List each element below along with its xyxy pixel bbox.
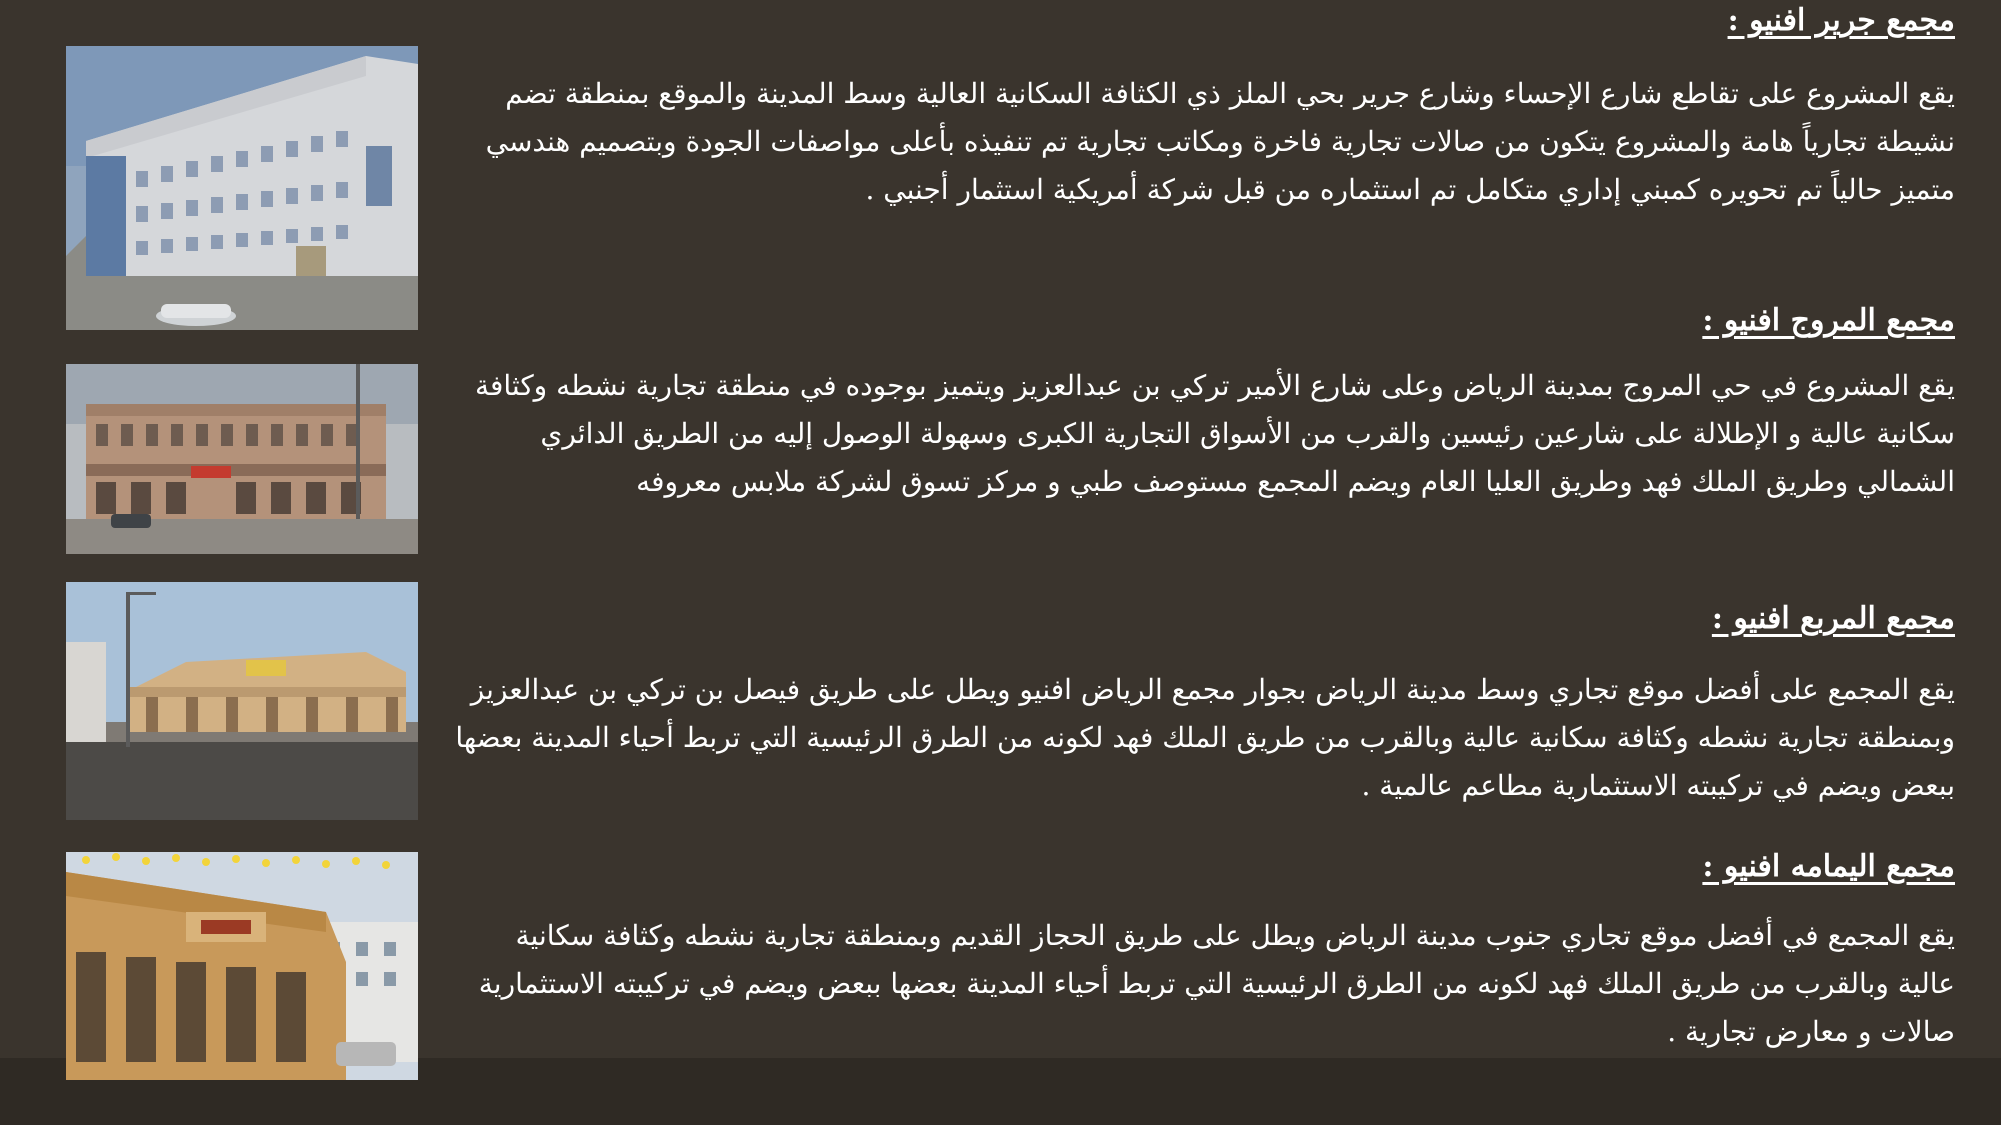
- section-yamamah-avenue: [455, 848, 1955, 1056]
- section-muruj-avenue: [455, 302, 1955, 506]
- section-heading: مجمع اليمامه افنيو :: [1702, 849, 1955, 884]
- section-heading: مجمع المروج افنيو :: [1702, 303, 1955, 338]
- section-text: يقع المجمع على أفضل موقع تجاري وسط مدينة الرياض بجوار مجمع الرياض افنيو ويطل على طريق فيصل بن تركي بن عبدالعزيز وبمنطقة تجارية نشطه وكثافة سكانية عالية وبالقرب من طريق الملك فهد لكونه من الطرق الرئيسية التي تربط أحياء المدينة بعضها ببعض ويضم في تركيبته الاستثمارية مطاعم عالمية .: [455, 673, 1955, 802]
- section-text: يقع المشروع في حي المروج بمدينة الرياض وعلى شارع الأمير تركي بن عبدالعزيز ويتميز بوجوده في منطقة تجارية نشطه وكثافة سكانية عالية و الإطلالة على شارعين رئيسين والقرب من الأسواق التجارية الكبرى وسهولة الوصول إليه من الطريق الدائري الشمالي وطريق الملك فهد وطريق العليا العام ويضم المجمع مستوصف طبي و مركز تسوق لشركة ملابس معروفه: [474, 369, 1955, 498]
- section-jarir-avenue: [455, 2, 1955, 214]
- section-text: يقع المجمع في أفضل موقع تجاري جنوب مدينة الرياض ويطل على طريق الحجاز القديم وبمنطقة تجارية نشطه وكثافة سكانية عالية وبالقرب من طريق الملك فهد لكونه من الطرق الرئيسية التي تربط أحياء المدينة بعضها ببعض ويضم في تركيبته الاستثمارية صالات و معارض تجارية .: [478, 919, 1955, 1048]
- section-murabba-avenue: [455, 600, 1955, 810]
- section-heading: مجمع المربع افنيو :: [1711, 601, 1955, 636]
- section-text: يقع المشروع على تقاطع شارع الإحساء وشارع جرير بحي الملز ذي الكثافة السكانية العالية وسط المدينة والموقع بمنطقة تضم نشيطة تجارياً هامة والمشروع يتكون من صالات تجارية فاخرة ومكاتب تجارية تم تنفيذه بأعلى مواصفات الجودة وبتصميم هندسي متميز حالياً تم تحويره كمبني إداري متكامل تم استثماره من قبل شركة أمريكية استثمار أجنبي .: [485, 77, 1955, 206]
- storefront-photo: [66, 852, 418, 1080]
- building-under-construction-photo: [66, 582, 418, 820]
- section-heading: مجمع جرير افنيو :: [1727, 3, 1955, 38]
- commercial-complex-photo: [66, 364, 418, 554]
- office-building-photo: [66, 46, 418, 330]
